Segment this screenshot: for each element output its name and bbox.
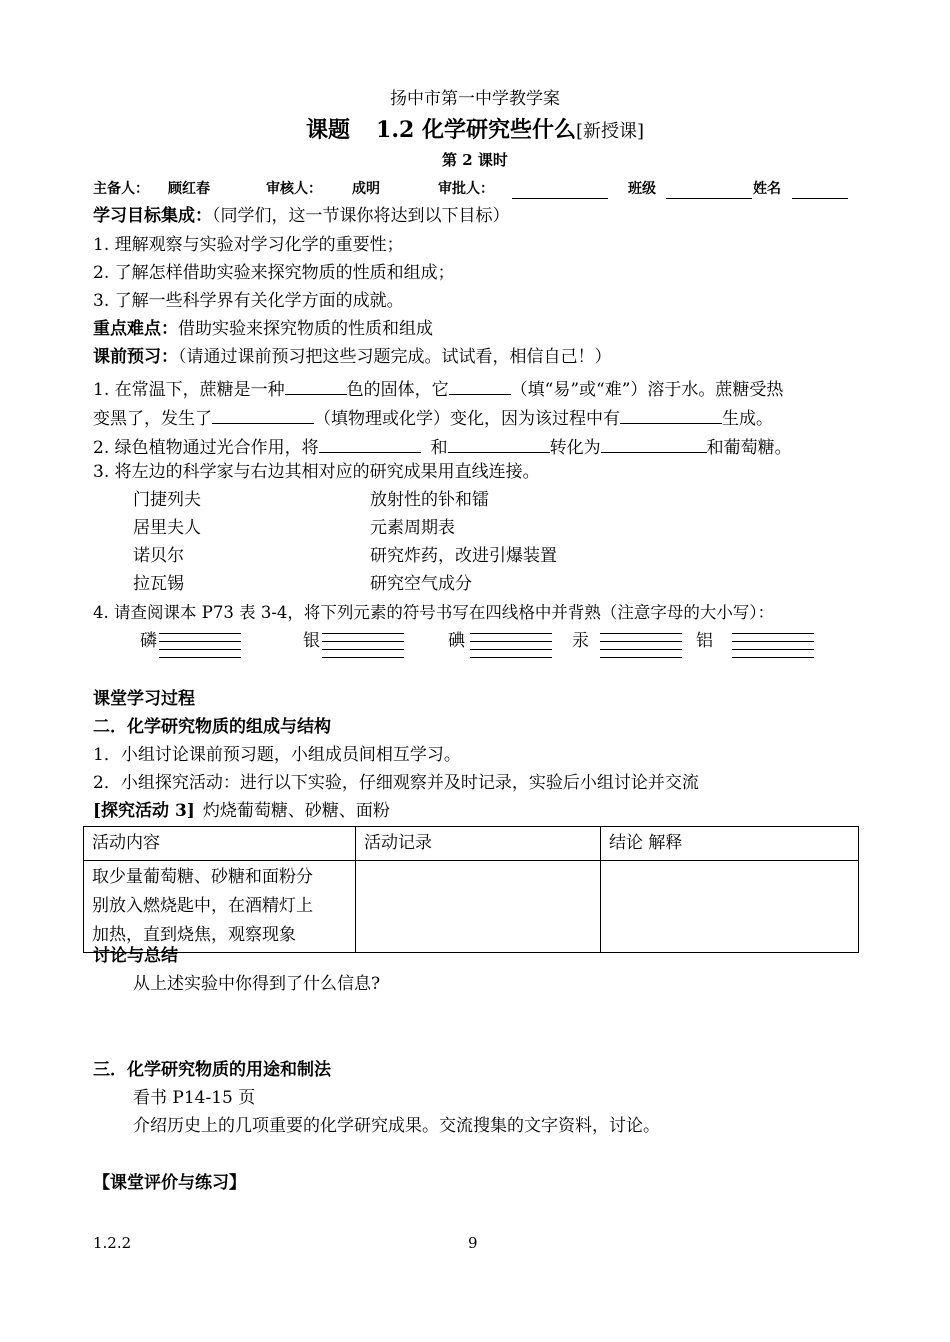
keypoints-line (93, 319, 433, 339)
scientist-item[interactable]: 门捷列夫 (133, 490, 201, 510)
goals-heading-line (93, 206, 510, 226)
reviewer-label: 审核人： (266, 181, 322, 197)
table-header-row (84, 827, 859, 861)
scientist-item[interactable]: 拉瓦锡 (133, 574, 184, 594)
preview-intro: （请通过课前预习把这些习题完成。试试看，相信自己！） (178, 347, 612, 367)
keypoints-text: 借助实验来探究物质的性质和组成 (178, 319, 433, 339)
element-label: 汞 (572, 631, 589, 651)
activity-label: [探究活动 3] (93, 801, 195, 821)
table-row (84, 861, 859, 953)
approver-label: 审批人： (438, 181, 494, 197)
element-label: 碘 (448, 631, 465, 651)
lesson-title (0, 117, 950, 143)
scientist-item[interactable]: 居里夫人 (133, 518, 201, 538)
lesson-period: 第 2 课时 (442, 151, 508, 169)
achievement-item[interactable]: 研究炸药，改进引爆装置 (370, 546, 557, 566)
question-1-line-2: 变黑了，发生了 （填物理或化学）变化，因为该过程中有 生成。 (93, 405, 773, 429)
element-label: 银 (303, 631, 320, 651)
title-prefix: 课题 (306, 117, 351, 143)
class-blank[interactable] (666, 198, 752, 199)
table-header: 活动内容 (84, 827, 356, 861)
activity-content-cell: 取少量葡萄糖、砂糖和面粉分 别放入燃烧匙中，在酒精灯上 加热，直到烧焦，观察现象 (84, 861, 356, 953)
reviewer-name: 成明 (352, 181, 380, 197)
step-2: 2．小组探究活动：进行以下实验，仔细观察并及时记录，实验后小组讨论并交流 (93, 773, 699, 793)
title-main: 1.2 化学研究些什么 (376, 117, 576, 143)
step-1: 1．小组讨论课前预习题，小组成员间相互学习。 (93, 745, 461, 765)
goal-item: 1. 理解观察与实验对学习化学的重要性； (93, 235, 404, 255)
preparer-name: 顾红春 (168, 181, 210, 197)
four-line-grid[interactable] (159, 633, 241, 665)
name-blank[interactable] (792, 198, 848, 199)
scientist-item[interactable]: 诺贝尔 (133, 546, 184, 566)
process-heading: 课堂学习过程 (93, 689, 195, 709)
section-2-heading: 二．化学研究物质的组成与结构 (93, 717, 331, 737)
evaluation-heading: 【课堂评价与练习】 (93, 1173, 246, 1193)
element-label: 磷 (140, 631, 157, 651)
approver-blank[interactable] (512, 198, 608, 199)
section-3-line-1: 看书 P14-15 页 (133, 1088, 256, 1108)
activity-record-cell[interactable] (356, 861, 601, 953)
school-name: 扬中市第一中学教学案 (390, 89, 560, 109)
footer-code: 1.2.2 (93, 1234, 132, 1252)
achievement-item[interactable]: 元素周期表 (370, 518, 455, 538)
activity-text: 灼烧葡萄糖、砂糖、面粉 (202, 801, 390, 821)
question-2: 2. 绿色植物通过光合作用，将 和 转化为 和葡萄糖。 (93, 434, 792, 458)
goals-intro: （同学们，这一节课你将达到以下目标） (212, 206, 510, 226)
answer-blank[interactable] (319, 434, 421, 453)
question-4: 4. 请查阅课本 P73 表 3-4，将下列元素的符号书写在四线格中并背熟（注意字母的大小写）： (93, 603, 775, 622)
name-label: 姓名 (753, 181, 781, 197)
page-number: 9 (468, 1234, 478, 1252)
four-line-grid[interactable] (600, 633, 682, 665)
preview-heading: 课前预习： (93, 347, 178, 367)
four-line-grid[interactable] (470, 633, 552, 665)
goal-item: 3. 了解一些科学界有关化学方面的成就。 (93, 291, 404, 311)
element-label: 铝 (696, 631, 713, 651)
class-label: 班级 (628, 181, 656, 197)
goal-item: 2. 了解怎样借助实验来探究物质的性质和组成； (93, 263, 455, 283)
goals-heading: 学习目标集成： (93, 206, 212, 226)
question-3: 3. 将左边的科学家与右边其相对应的研究成果用直线连接。 (93, 462, 540, 482)
achievement-item[interactable]: 研究空气成分 (370, 574, 472, 594)
answer-blank[interactable] (212, 405, 314, 424)
question-1-line-1: 1. 在常温下，蔗糖是一种 色的固体，它 （填“易”或“难”）溶于水。蔗糖受热 (93, 376, 783, 400)
title-tag: [新授课] (575, 121, 644, 142)
answer-blank[interactable] (620, 405, 722, 424)
conclusion-cell[interactable] (601, 861, 859, 953)
answer-blank[interactable] (285, 376, 347, 395)
table-header: 活动记录 (356, 827, 601, 861)
answer-blank[interactable] (601, 434, 707, 453)
preview-heading-line (93, 347, 612, 367)
four-line-grid[interactable] (732, 633, 814, 665)
answer-blank[interactable] (449, 376, 511, 395)
section-3-heading: 三．化学研究物质的用途和制法 (93, 1060, 331, 1080)
activity-line (93, 801, 390, 821)
activity-table (83, 826, 859, 953)
discussion-heading: 讨论与总结 (93, 946, 178, 966)
four-line-grid[interactable] (322, 633, 404, 665)
answer-blank[interactable] (448, 434, 550, 453)
achievement-item[interactable]: 放射性的钋和镭 (370, 490, 489, 510)
preparer-label: 主备人： (93, 181, 149, 197)
section-3-line-2: 介绍历史上的几项重要的化学研究成果。交流搜集的文字资料，讨论。 (133, 1116, 660, 1136)
table-header: 结论 解释 (601, 827, 859, 861)
discussion-question: 从上述实验中你得到了什么信息? (133, 974, 381, 994)
keypoints-label: 重点难点： (93, 319, 178, 339)
